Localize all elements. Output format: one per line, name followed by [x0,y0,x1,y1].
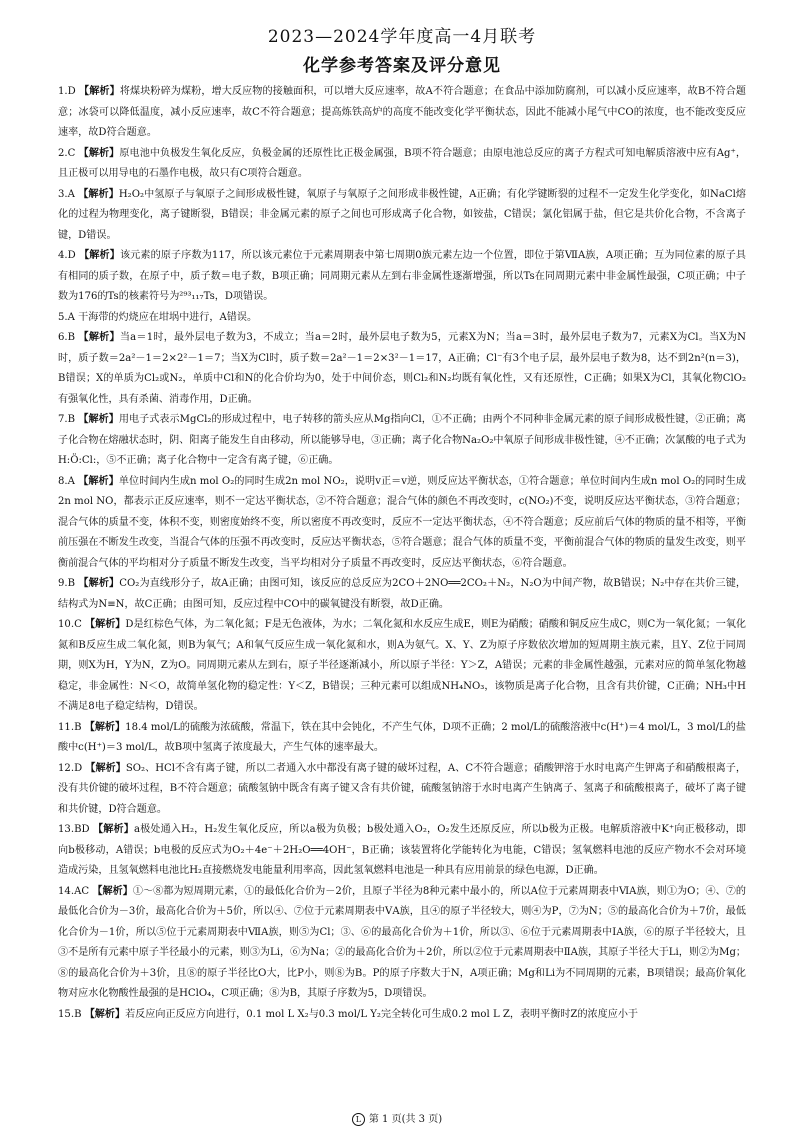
answer-item: 2.C 【解析】原电池中负极发生氧化反应，负极金属的还原性比正极金属强，B项不符合题意；由原电池总反应的离子方程式可知电解质溶液中应有Ag⁺，且正极可以用导电的石墨作电极，故只有C项符合题意。 [58,147,746,179]
answer-item: 7.B 【解析】用电子式表示MgCl₂的形成过程中，电子转移的箭头应从Mg指向Cl，①不正确；由两个不同种非金属元素的原子间形成极性键，②正确；离子化合物在熔融状态时，阴、阳离子能发生自由移动，所以能够导电，③正确；离子化合物Na₂O₂中氧原子间形成非极性键，④不正确；次氯酸的电子式为H:Ö:Cl:，⑤不正确；离子化合物中一定含有离子键，⑥正确。 [58,414,746,466]
answer-item: 4.D 【解析】该元素的原子序数为117，所以该元素位于元素周期表中第七周期0族元素左边一个位置，即位于第ⅦA族，A项正确；互为同位素的原子具有相同的质子数，在原子中，质子数＝电子数，B项正确；同周期元素从左到右非金属性逐渐增强，所以Ts在同周期元素中非金属性最强，C项正确；中子数为176的Ts的核素符号为²⁹³₁₁₇Ts，D项错误。 [58,250,746,302]
answer-item: 3.A 【解析】H₂O₂中氢原子与氧原子之间形成极性键，氧原子与氧原子之间形成非极性键，A正确；有化学键断裂的过程不一定发生化学变化，如NaCl熔化的过程为物理变化，离子键断裂，B错误；非金属元素的原子之间也可形成离子化合物，如铵盐，C错误；氯化铝属于盐，但它是共价化合物，不含离子键，D错误。 [58,188,747,241]
answer-item: 5.A 干海带的灼烧应在坩埚中进行，A错误。 [58,311,258,323]
answer-item: 14.AC 【解析】①～⑧都为短周期元素，①的最低化合价为－2价，且原子半径为8种元素中最小的，所以A位于元素周期表中ⅥA族，则①为O；④、⑦的最低化合价为－3价，最高化合价为＋5价，所以④、⑦位于元素周期表中ⅤA族，且④的原子半径较大，则④为P，⑦为N；⑤的最高化合价为＋7价，最低化合价为－1价，所以⑤位于元素周期表中ⅦA族，则⑤为Cl；③、⑥的最高化合价为＋1价，所以③、⑥位于元素周期表中ⅠA族，⑥的原子半径较大，且③不是所有元素中原子半径最小的元素，则③为Li，⑥为Na；②的最高化合价为＋2价，所以②位于元素周期表中ⅡA族，其原子半径大于Li，则②为Mg；⑧的最高化合价为＋3价，且⑧的原子半径比O大，比P小，则⑧为B。P的原子序数大于N，A项正确；Mg和Li为不同周期的元素，B项错误；最高价氧化物对应水化物酸性最强的是HClO₄，C项正确；⑧为B，其原子序数为5，D项错误。 [58,885,746,999]
answer-item: 8.A 【解析】单位时间内生成n mol O₂的同时生成2n mol NO₂，说明v正＝v逆，则反应达平衡状态，①符合题意；单位时间内生成n mol O₂的同时生成2n mol NO，都表示正反应速率，则不一定达平衡状态，②不符合题意；混合气体的颜色不再改变时，c(NO₂)不变，说明反应达平衡状态，③符合题意；混合气体的质量不变，体积不变，则密度始终不变，所以密度不再改变时，反应不一定达平衡状态，④不符合题意；反应前后气体的物质的量不相等，平衡前压强在不断发生改变，当混合气体的压强不再改变时，反应达平衡状态，⑤符合题意；混合气体的质量不变，平衡前混合气体的物质的量发生改变，则平衡前混合气体的平均相对分子质量不断发生改变，当平均相对分子质量不再改变时，反应达平衡状态，⑥符合题意。 [58,475,746,569]
answer-item: 9.B 【解析】CO₂为直线形分子，故A正确；由图可知，该反应的总反应为2CO＋2NO══2CO₂＋N₂，N₂O为中间产物，故B错误；N₂中存在共价三键，结构式为N≡N，故C正确；由图可知，反应过程中CO中的碳氧键没有断裂，故D正确。 [58,578,747,610]
answer-item: 10.C 【解析】D是红棕色气体，为二氧化氮；F是无色液体，为水；二氧化氮和水反应生成E，则E为硝酸；硝酸和铜反应生成C，则C为一氧化氮；一氧化氮和B反应生成二氧化氮，则B为氧气；A和氧气反应生成一氧化氮和水，则A为氨气。X、Y、Z为原子序数依次增加的短周期主族元素，且Y、Z位于同周期，则X为H，Y为N，Z为O。同周期元素从左到右，原子半径逐渐减小，所以原子半径：Y＞Z，A错误；元素的非金属性越强，元素对应的简单氢化物越稳定，非金属性：N＜O，故简单氢化物的稳定性：Y＜Z，B错误；三种元素可以组成NH₄NO₃，该物质是离子化合物，且含有共价键，C正确；NH₃中H不满足8电子稳定结构，D错误。 [58,619,747,712]
page-title: 2023—2024学年度高一4月联考 [267,27,537,47]
answer-item: 12.D 【解析】SO₂、HCl不含有离子键，所以二者通入水中都没有离子键的破坏过程，A、C不符合题意；硝酸钾溶于水时电离产生钾离子和硝酸根离子，没有共价键的破坏过程，B不符合题意；硫酸氢钠中既含有离子键又含有共价键，硫酸氢钠溶于水时电离产生钠离子、氢离子和硫酸根离子，破坏了离子键和共价键，D符合题意。 [58,762,746,815]
answer-sheet-page [0,22,794,1136]
answer-item: 1.D 【解析】将煤块粉碎为煤粉，增大反应物的接触面积，可以增大反应速率，故A不符合题意；在食品中添加防腐剂，可以减小反应速率，故B不符合题意；冰袋可以降低温度，减小反应速率，故C不符合题意；提高炼铁高炉的高度不能改变化学平衡状态，因此不能减小尾气中CO的浓度，也不能改变反应速率，故D符合题意。 [58,86,746,138]
page-subtitle: 化学参考答案及评分意见 [303,56,501,76]
answer-item: 6.B 【解析】当a＝1时，最外层电子数为3，不成立；当a＝2时，最外层电子数为5，元素X为N；当a＝3时，最外层电子数为7，元素X为Cl。当X为N时，质子数＝2a²－1＝2×2²－1＝7；当X为Cl时，质子数＝2a²－1＝2×3²－1＝17，A正确；Cl⁻有3个电子层，最外层电子数为8，达不到2n²(n＝3)，B错误；X的单质为Cl₂或N₂，单质中Cl和N的化合价均为0，处于中间价态，则Cl₂和N₂均既有氧化性，又有还原性，C正确；如果X为Cl，其氧化物ClO₂有强氧化性，具有杀菌、消毒作用，D正确。 [58,332,746,405]
answer-item: 15.B 【解析】若反应向正反应方向进行，0.1 mol L X₂与0.3 mol/L Y₂完全转化可生成0.2 mol L Z，表明平衡时Z的浓度应小于 [58,1008,639,1020]
page-number: 第 1 页(共 3 页) [368,1114,443,1125]
answer-list [58,82,746,1025]
answer-item: 13.BD 【解析】a极处通入H₂，H₂发生氧化反应，所以a极为负极；b极处通入O₂，O₂发生还原反应，所以b极为正极。电解质溶液中K⁺向正极移动，即向b极移动，A错误；b电极的反应式为O₂＋4e⁻＋2H₂O══4OH⁻，B正确；该装置将化学能转化为电能，C错误；氢氧燃料电池的反应产物水不会对环境造成污染，且氢氧燃料电池比H₂直接燃烧发电能量利用率高，因此氢氧燃料电池是一种具有应用前景的绿色电源，D正确。 [58,824,747,876]
edition-badge: L [352,1113,365,1126]
page-footer [0,1110,794,1126]
answer-item: 11.B 【解析】18.4 mol/L的硫酸为浓硫酸，常温下，铁在其中会钝化，不产生气体，D项不正确；2 mol/L的硫酸溶液中c(H⁺)＝4 mol/L，3 mol/L的盐酸中c(H⁺)＝3 mol/L，故B项中氢离子浓度最大，产生气体的速率最大。 [58,721,746,753]
